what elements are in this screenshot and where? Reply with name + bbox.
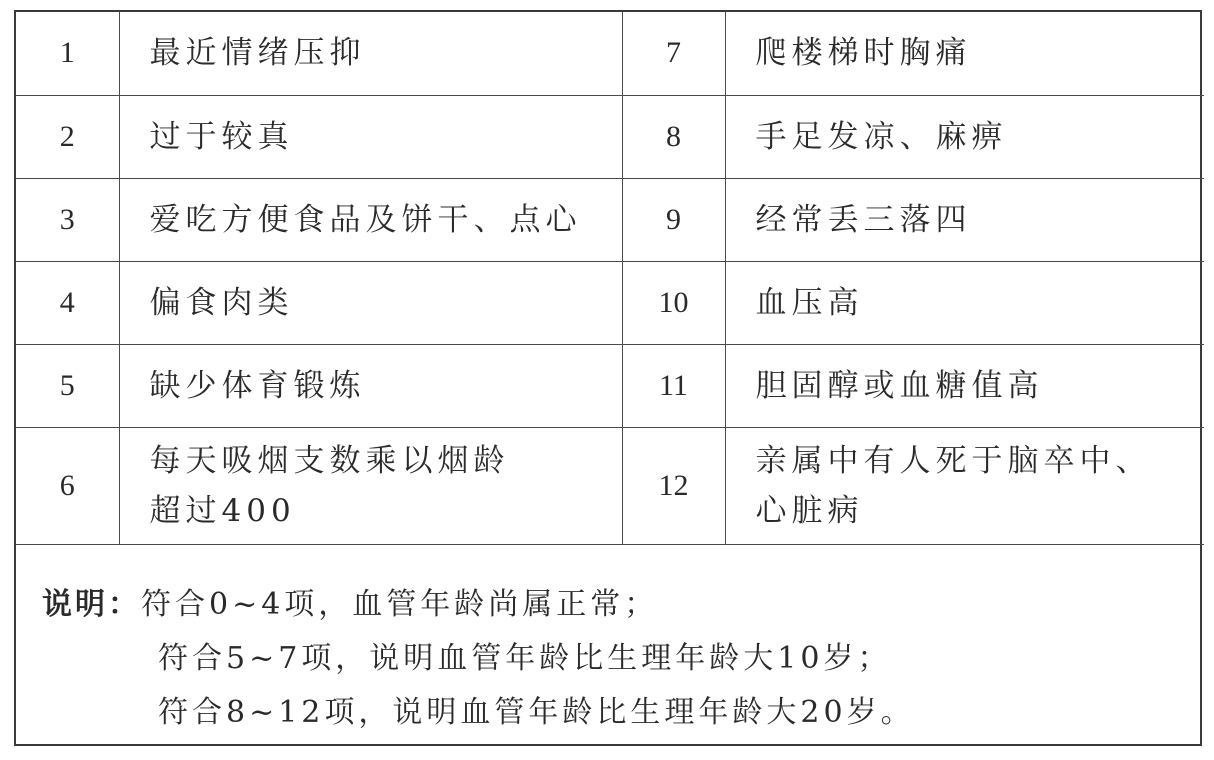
item-text: 偏食肉类	[119, 261, 622, 344]
note-text: 符合0~4项，血管年龄尚属正常；	[141, 587, 659, 622]
item-text: 亲属中有人死于脑卒中、 心脏病	[725, 427, 1204, 544]
item-text: 最近情绪压抑	[119, 12, 622, 95]
note-line	[42, 579, 658, 623]
note-text: 符合5~7项，说明血管年龄比生理年龄大10岁；	[158, 641, 892, 676]
item-number: 11	[622, 344, 725, 427]
table-row	[16, 261, 1204, 344]
table-row	[16, 178, 1204, 261]
note-line	[158, 687, 915, 731]
item-text: 过于较真	[119, 95, 622, 178]
item-text: 手足发凉、麻痹	[725, 95, 1204, 178]
notes-section	[16, 547, 1200, 744]
item-text: 经常丢三落四	[725, 178, 1204, 261]
table-row	[16, 95, 1204, 178]
item-number: 9	[622, 178, 725, 261]
notes-label: 说明：	[42, 587, 141, 622]
table-row	[16, 12, 1204, 95]
table-row	[16, 344, 1204, 427]
item-text: 血压高	[725, 261, 1204, 344]
note-text: 符合8~12项，说明血管年龄比生理年龄大20岁。	[158, 695, 915, 730]
item-number: 12	[622, 427, 725, 544]
item-text: 每天吸烟支数乘以烟龄 超过400	[119, 427, 622, 544]
item-number: 4	[16, 261, 119, 344]
item-number: 5	[16, 344, 119, 427]
item-text: 缺少体育锻炼	[119, 344, 622, 427]
risk-factor-table	[16, 12, 1204, 545]
item-number: 10	[622, 261, 725, 344]
document-frame	[14, 10, 1202, 746]
item-text: 爱吃方便食品及饼干、点心	[119, 178, 622, 261]
table-row	[16, 427, 1204, 544]
item-number: 7	[622, 12, 725, 95]
item-number: 2	[16, 95, 119, 178]
item-number: 3	[16, 178, 119, 261]
item-number: 8	[622, 95, 725, 178]
note-line	[158, 633, 891, 677]
item-number: 6	[16, 427, 119, 544]
item-text: 胆固醇或血糖值高	[725, 344, 1204, 427]
item-number: 1	[16, 12, 119, 95]
item-text: 爬楼梯时胸痛	[725, 12, 1204, 95]
